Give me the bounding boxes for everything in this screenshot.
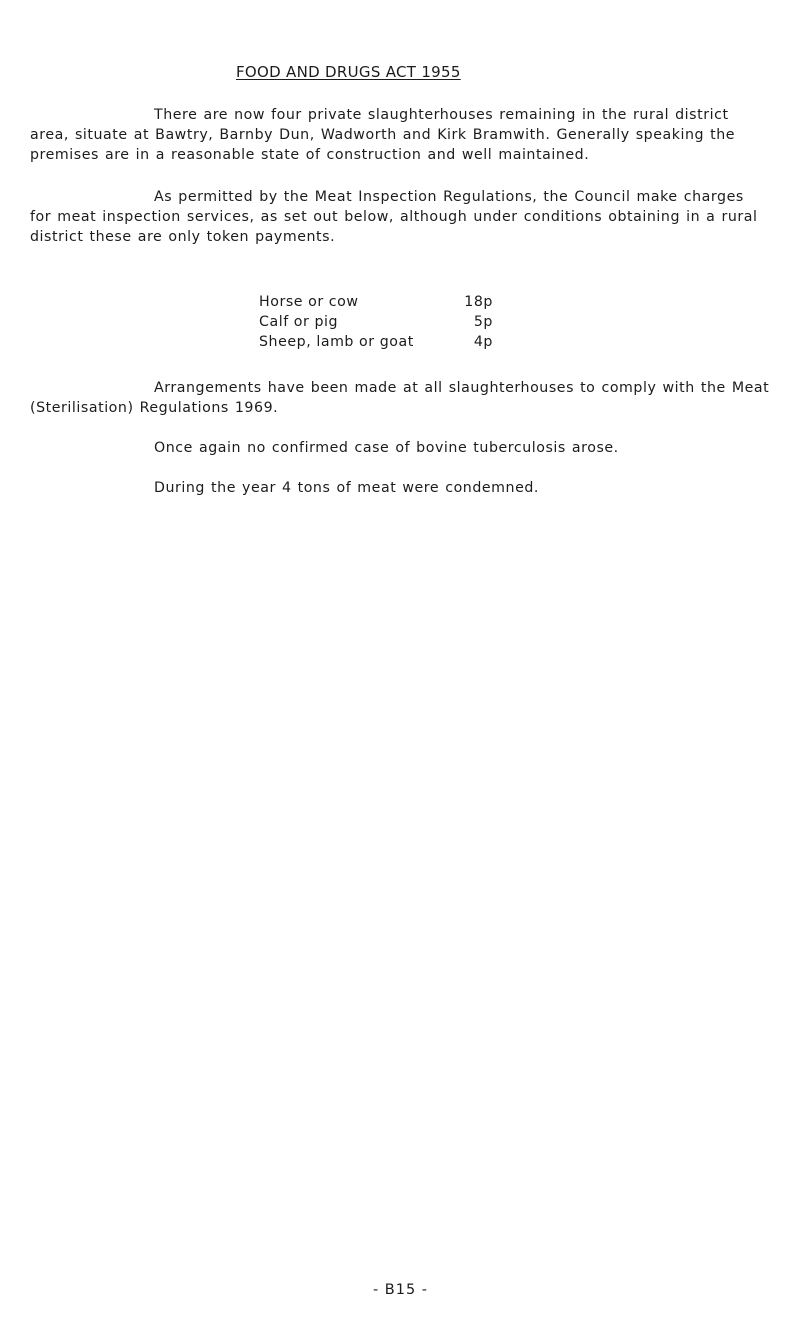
charge-price: 18p <box>464 294 493 310</box>
section-heading: FOOD AND DRUGS ACT 1955 <box>236 63 461 81</box>
charge-row <box>259 292 493 312</box>
paragraph-text: During the year 4 tons of meat were condemned. <box>154 480 539 496</box>
charge-row <box>259 312 493 332</box>
charge-item: Calf or pig <box>259 314 339 330</box>
paragraph-condemned-meat <box>30 478 770 498</box>
paragraph-text: Arrangements have been made at all slaughterhouses to comply with the Meat (Sterilisation) Regulations 1969. <box>30 380 770 416</box>
paragraph-text: As permitted by the Meat Inspection Regulations, the Council make charges for meat inspection services, as set out below, although under conditions obtaining in a rural district these are only token payments. <box>30 189 758 245</box>
charges-table <box>259 292 493 352</box>
charge-item: Sheep, lamb or goat <box>259 334 414 350</box>
paragraph-text: Once again no confirmed case of bovine tuberculosis arose. <box>154 440 619 456</box>
charge-price: 5p <box>473 314 493 330</box>
charge-item: Horse or cow <box>259 294 359 310</box>
paragraph-tuberculosis <box>30 438 770 458</box>
paragraph-slaughterhouses <box>30 105 770 165</box>
charge-price: 4p <box>473 334 493 350</box>
paragraph-text: There are now four private slaughterhouses remaining in the rural district area, situate at Bawtry, Barnby Dun, Wadworth and Kirk Bramwith. Generally speaking the premises are in a reasonable state of construction and well maintained. <box>30 107 736 163</box>
page-number: - B15 - <box>372 1282 429 1298</box>
charge-row <box>259 332 493 352</box>
paragraph-charges-intro <box>30 187 770 247</box>
paragraph-sterilisation <box>30 378 770 418</box>
